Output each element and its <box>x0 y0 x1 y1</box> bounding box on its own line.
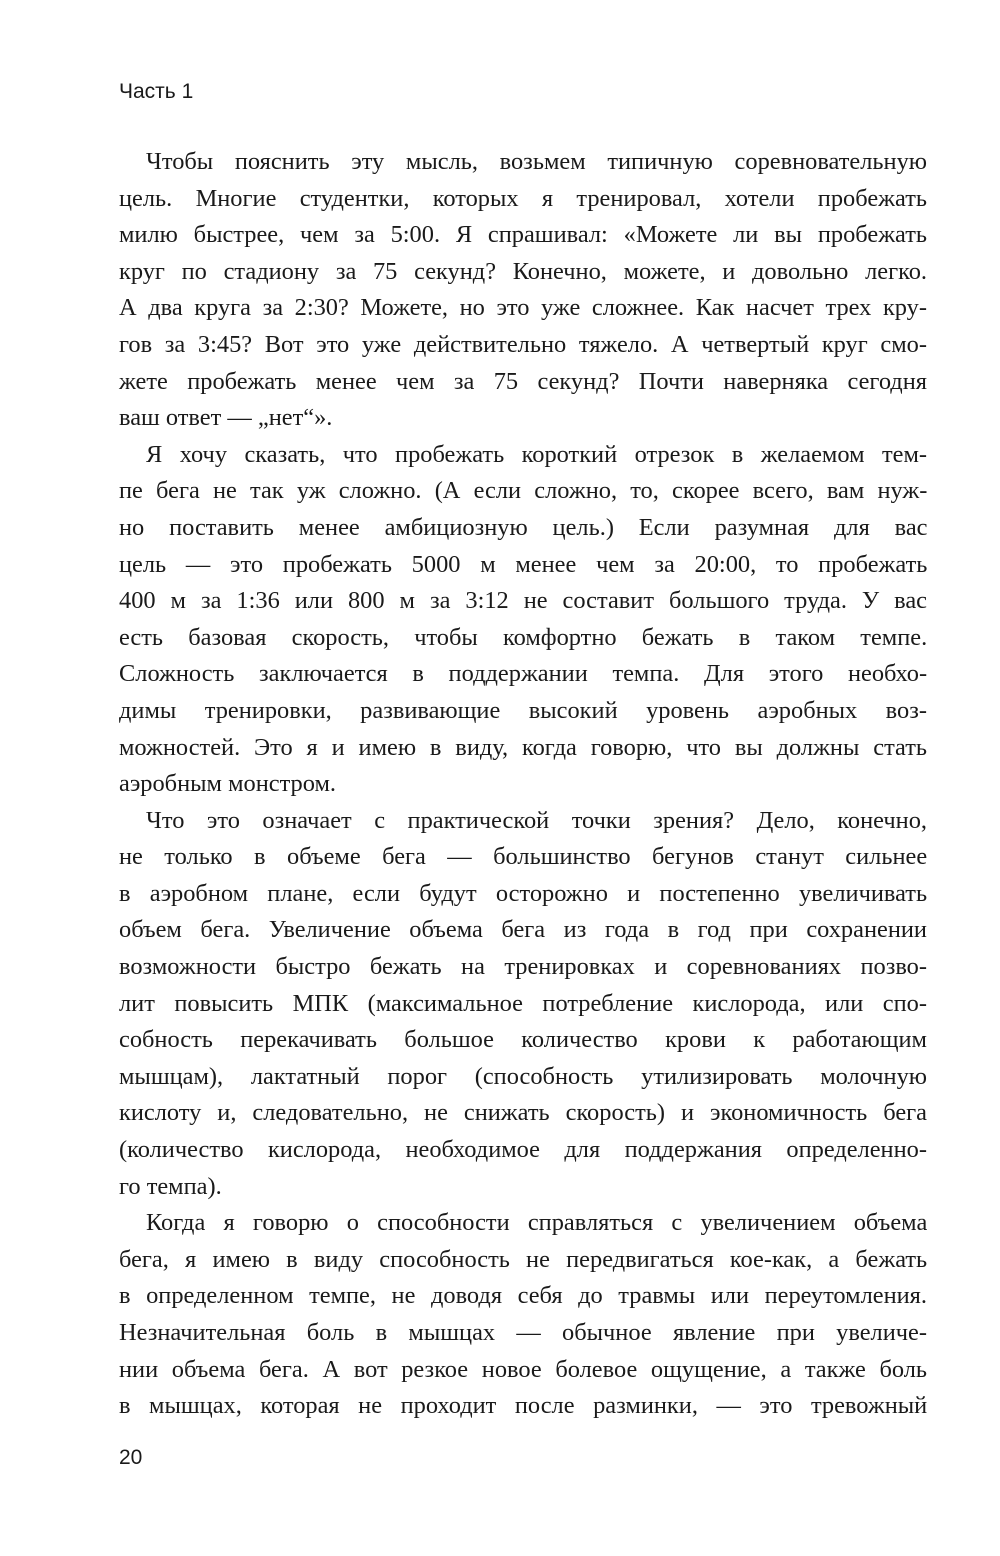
text-line: кислоту и, следовательно, не снижать скорость) и экономичность бега <box>119 1099 927 1127</box>
body-text <box>119 144 927 1425</box>
text-line: круг по стадиону за 75 секунд? Конечно, можете, и довольно легко. <box>119 257 927 285</box>
paragraph-4 <box>119 1205 927 1425</box>
text-line: можностей. Это я и имею в виду, когда говорю, что вы должны стать <box>119 733 927 761</box>
text-line: пе бега не так уж сложно. (А если сложно, то, скорее всего, вам нуж- <box>119 477 928 505</box>
text-line: Чтобы пояснить эту мысль, возьмем типичную соревновательную <box>146 148 927 175</box>
text-line: Сложность заключается в поддержании темпа. Для этого необхо- <box>119 660 928 688</box>
text-line: в мышцах, которая не проходит после разминки, — это тревожный <box>119 1392 928 1420</box>
paragraph-3 <box>119 803 927 1206</box>
text-line: го темпа). <box>119 1172 222 1200</box>
text-line: Незначительная боль в мышцах — обычное явление при увеличе- <box>119 1319 927 1346</box>
text-line: не только в объеме бега — большинство бегунов станут сильнее <box>119 843 928 871</box>
text-line: Я хочу сказать, что пробежать короткий отрезок в желаемом тем- <box>146 440 927 468</box>
text-line: объем бега. Увеличение объема бега из года в год при сохранении <box>119 916 927 944</box>
text-line: возможности быстро бежать на тренировках и соревнованиях позво- <box>119 953 927 981</box>
paragraph-1 <box>119 144 927 437</box>
text-line: милю быстрее, чем за 5:00. Я спрашивал: «Можете ли вы пробежать <box>119 221 928 249</box>
page-number: 20 <box>119 1446 143 1469</box>
text-line: жете пробежать менее чем за 75 секунд? Почти наверняка сегодня <box>119 367 927 395</box>
text-line: в определенном темпе, не доводя себя до травмы или переутомления. <box>119 1282 927 1310</box>
text-line: бега, я имею в виду способность не передвигаться кое-как, а бежать <box>119 1245 928 1273</box>
text-line: цель. Многие студентки, которых я тренировал, хотели пробежать <box>119 184 927 212</box>
text-line: аэробным монстром. <box>119 770 336 798</box>
text-line: Когда я говорю о способности справляться с увеличением объема <box>146 1209 928 1237</box>
text-line: гов за 3:45? Вот это уже действительно тяжело. А четвертый круг смо- <box>119 330 927 358</box>
text-line: в аэробном плане, если будут осторожно и постепенно увеличивать <box>119 879 928 907</box>
text-line: А два круга за 2:30? Можете, но это уже сложнее. Как насчет трех кру- <box>119 294 927 322</box>
text-line: цель — это пробежать 5000 м менее чем за 20:00, то пробежать <box>119 550 928 578</box>
text-line: Что это означает с практической точки зрения? Дело, конечно, <box>146 806 927 834</box>
text-line: 400 м за 1:36 или 800 м за 3:12 не составит большого труда. У вас <box>119 587 927 615</box>
text-line: мышцам), лактатный порог (способность утилизировать молочную <box>119 1062 927 1090</box>
text-line: нии объема бега. А вот резкое новое болевое ощущение, а также боль <box>119 1355 928 1383</box>
text-line: димы тренировки, развивающие высокий уровень аэробных воз- <box>119 696 927 724</box>
text-line: ваш ответ — „нет“». <box>119 404 333 432</box>
text-line: собность перекачивать большое количество крови к работающим <box>119 1026 927 1054</box>
running-head: Часть 1 <box>119 80 194 103</box>
paragraph-2 <box>119 437 927 803</box>
text-line: (количество кислорода, необходимое для поддержания определенно- <box>119 1136 927 1164</box>
text-line: лит повысить МПК (максимальное потребление кислорода, или спо- <box>119 989 927 1017</box>
text-line: но поставить менее амбициозную цель.) Если разумная для вас <box>119 513 928 541</box>
text-line: есть базовая скорость, чтобы комфортно бежать в таком темпе. <box>119 623 928 651</box>
